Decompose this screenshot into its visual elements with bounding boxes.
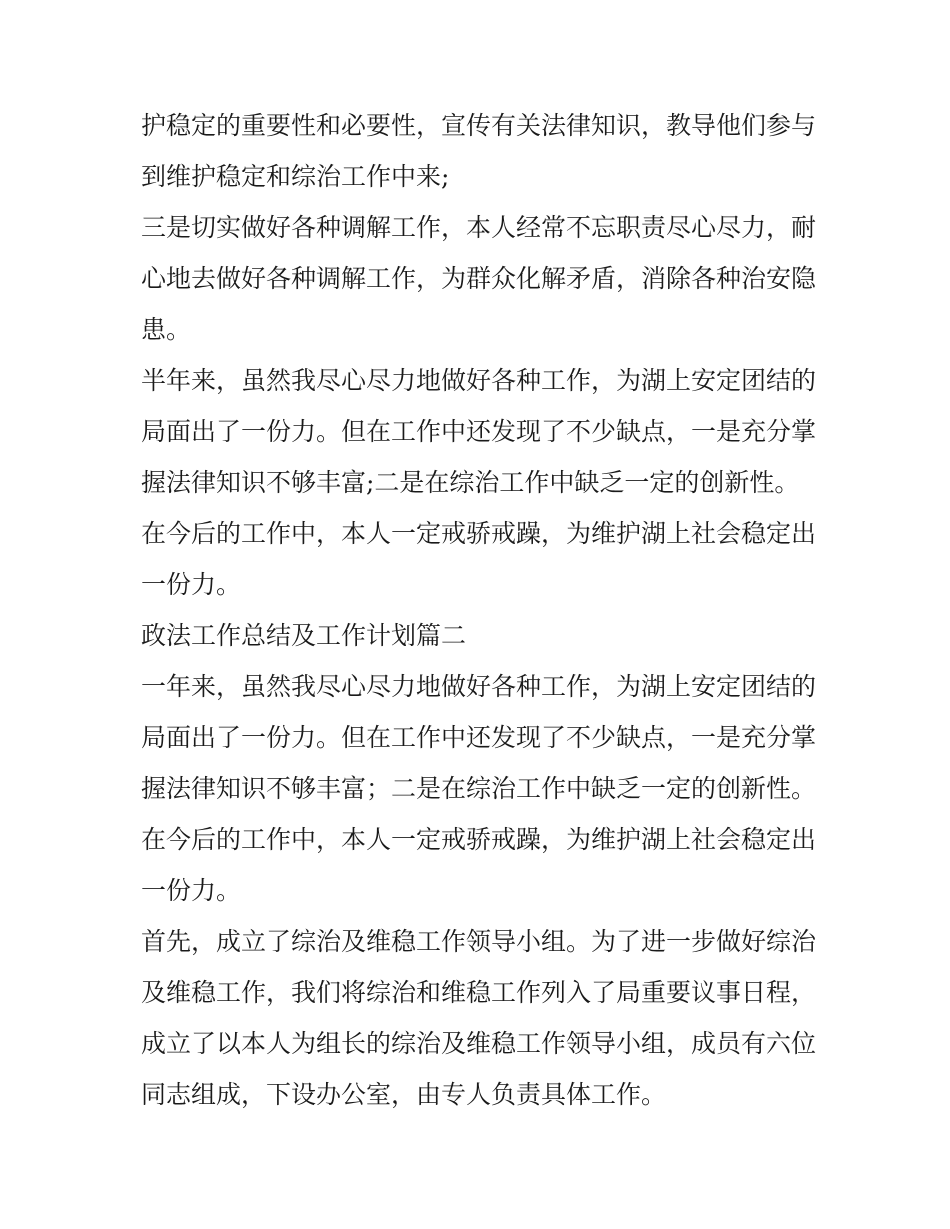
text-line: 同志组成，下设办公室，由专人负责具体工作。: [141, 1080, 667, 1109]
paragraph-future-commitment: [141, 508, 816, 610]
paragraph-stability-propaganda: [141, 100, 816, 202]
text-line: 局面出了一份力。但在工作中还发现了不少缺点，一是充分掌: [141, 723, 817, 752]
paragraph-leadership-group: [141, 916, 816, 1120]
text-line: 在今后的工作中，本人一定戒骄戒躁，为维护湖上社会稳定出: [141, 519, 817, 548]
text-line: 一年来，虽然我尽心尽力地做好各种工作，为湖上安定团结的: [141, 672, 817, 701]
text-line: 一份力。: [141, 570, 242, 599]
document-body: [141, 100, 816, 1120]
text-line: 首先，成立了综治及维稳工作领导小组。为了进一步做好综治: [141, 927, 817, 956]
text-line: 成立了以本人为组长的综治及维稳工作领导小组，成员有六位: [141, 1029, 817, 1058]
text-line: 三是切实做好各种调解工作，本人经常不忘职责尽心尽力，耐: [141, 213, 817, 242]
text-line: 握法律知识不够丰富;二是在综治工作中缺乏一定的创新性。: [141, 468, 800, 497]
text-line: 在今后的工作中，本人一定戒骄戒躁，为维护湖上社会稳定出: [141, 825, 817, 854]
text-line: 患。: [141, 315, 192, 344]
paragraph-half-year-review: [141, 355, 816, 508]
text-line: 一份力。: [141, 876, 242, 905]
text-line: 及维稳工作，我们将综治和维稳工作列入了局重要议事日程，: [141, 978, 817, 1007]
paragraph-future-commitment-2: [141, 814, 816, 916]
heading-line: 政法工作总结及工作计划篇二: [141, 621, 467, 650]
text-line: 心地去做好各种调解工作，为群众化解矛盾，消除各种治安隐: [141, 264, 817, 293]
text-line: 到维护稳定和综治工作中来;: [141, 162, 450, 191]
section-heading: [141, 610, 816, 661]
text-line: 半年来，虽然我尽心尽力地做好各种工作，为湖上安定团结的: [141, 366, 817, 395]
paragraph-mediation-work: [141, 202, 816, 355]
paragraph-annual-review: [141, 661, 816, 814]
text-line: 局面出了一份力。但在工作中还发现了不少缺点，一是充分掌: [141, 417, 817, 446]
text-line: 握法律知识不够丰富；二是在综治工作中缺乏一定的创新性。: [141, 774, 817, 803]
text-line: 护稳定的重要性和必要性，宣传有关法律知识，教导他们参与: [141, 111, 817, 140]
